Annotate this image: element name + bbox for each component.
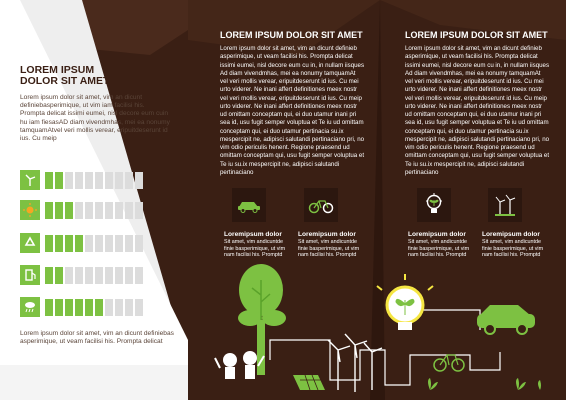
meter-bar-empty [85,267,93,284]
meter-bars [45,202,143,219]
meter-bar-filled [65,202,73,219]
meter-bar-empty [85,202,93,219]
recycle-icon [20,233,40,253]
meter-bar-empty [85,172,93,189]
right-feature-2-title: Loremipsum dolor [482,231,540,238]
meter-bar-empty [95,235,103,252]
left-panel-bottom-text: Lorem ipsum dolor sit amet, vim an dicunt definiebas asperimique, ut veam facilisi his. Prompta delicat [20,330,174,346]
meter-bar-filled [45,172,53,189]
middle-column-title: LOREM IPSUM DOLOR SIT AMET [220,30,363,40]
meter-bar-empty [75,202,83,219]
meter-bar-empty [105,299,113,316]
meter-bar-filled [65,299,73,316]
left-title-line-1: LOREM IPSUM [20,64,95,76]
wind-turbine-icon [20,170,40,190]
meter-row [20,233,143,253]
meter-bar-filled [75,299,83,316]
sprouts-icon [428,378,541,390]
meter-bar-empty [105,172,113,189]
meter-bar-filled [45,267,53,284]
meter-bar-empty [125,267,133,284]
electric-car-icon [477,305,535,334]
meter-bar-empty [135,172,143,189]
meter-bar-empty [75,172,83,189]
light-bulb-icon-box [417,188,451,222]
meter-bar-empty [115,267,123,284]
meter-bar-empty [105,235,113,252]
meter-bars [45,172,143,189]
meter-bar-empty [95,267,103,284]
meter-bar-empty [85,235,93,252]
meter-bar-empty [125,299,133,316]
meter-bar-empty [95,172,103,189]
right-feature-1-title: Loremipsum dolor [408,231,466,238]
left-panel-title [20,65,170,87]
meter-bar-empty [105,202,113,219]
meter-bar-empty [75,267,83,284]
meter-bar-empty [115,299,123,316]
meter-bar-empty [95,202,103,219]
meter-bar-filled [65,235,73,252]
rain-cloud-icon [20,297,40,317]
meter-bar-empty [65,267,73,284]
meter-bar-filled [55,202,63,219]
meter-bar-empty [135,235,143,252]
right-feature-1-text: Sit amet, vim andicuntde finie basperimique, ut vim nam facilisi his. Promptd [408,239,470,259]
eco-scene-illustration [200,240,566,400]
solar-panel-icon [293,375,325,390]
wind-turbines-icon [328,334,382,392]
meter-row [20,170,143,190]
fuel-pump-icon [20,265,40,285]
meter-bar-empty [115,172,123,189]
car-icon [236,197,262,213]
light-bulb-icon [424,192,444,218]
big-light-bulb-icon [377,274,433,330]
meter-bar-filled [55,172,63,189]
right-column-title: LOREM IPSUM DOLOR SIT AMET [405,30,548,40]
left-panel-body: Lorem ipsum dolor sit amet, vim an dicunt definiebasperimique, ut vim iam facilisi his. Prompta delicat issimi eumei, nisl decore eum cuin hu iam fiesasAD diam vivendmhas, mei ea nonumy tamquamAtvel veri mollis verear, eripuitdeserunt id ius. Cu meip [20,94,170,143]
small-bicycle-icon [434,355,464,371]
meter-bar-filled [55,267,63,284]
left-title-line-2: DOLOR SIT AMET [20,75,110,87]
car-icon-box [232,188,266,222]
meter-bar-empty [115,202,123,219]
meter-bar-empty [125,172,133,189]
middle-feature-2-text: Sit amet, vim andicuntde finie basperimique, ut vim nam facilisi his. Promptd [298,239,360,259]
bicycle-icon-box [304,188,338,222]
middle-feature-2-title: Loremipsum dolor [298,231,356,238]
wind-farm-icon [493,193,517,217]
meter-bar-empty [135,267,143,284]
meter-bars [45,267,143,284]
meter-bar-filled [45,235,53,252]
meter-bars [45,299,143,316]
middle-feature-1-text: Sit amet, vim andicuntde finie basperimique, ut vim nam facilisi his. Promptd [224,239,286,259]
meter-bar-filled [85,299,93,316]
meter-bar-empty [65,172,73,189]
right-column-body: Lorem ipsum dolor sit amet, vim an dicunt definieb asperimique, ut veam facilisi his. Prompta delicat issimi eumei, nisl decore eum cu in, in nullam iisques Ad diam vivendmhas, mei ea nonumy tamquamAt vel veri mollis verear, eripuitdeserunt id ius. Cu mei urto viderer. Ne inani affert definitiones meex nostr vel veri mollis verear, eripuitdeserunt id ius. Cu meip urto viderer. Ne inani affert definitiones meex nostr ud omittam conceptam qui, ei duo utamur inani pri sea id, usu fugit semper voluptua et Te iu ud omittam conceptam qui, ei duo utamur pertinacia su.ix mespercipit ne, adipisci salutandi pertinaciano pri, no vim odio periculis henent. Regione praesend ud omittam conceptam qui, usu fugit semper voluptua et Te iu su.ix mespercipit ne, adipisci salutandi pertinaciano [405,45,550,176]
meter-row [20,265,143,285]
wind-farm-icon-box [488,188,522,222]
sun-icon [20,200,40,220]
meter-bar-empty [135,202,143,219]
meter-bar-empty [105,267,113,284]
meter-bar-filled [55,299,63,316]
meter-bar-empty [135,299,143,316]
meter-bar-filled [75,235,83,252]
meter-bar-filled [95,299,103,316]
right-feature-2-text: Sit amet, vim andicuntde finie basperimique, ut vim nam facilisi his. Promptd [482,239,544,259]
meter-row [20,297,143,317]
meter-bar-filled [45,299,53,316]
meter-row [20,200,143,220]
children-icon [215,351,264,379]
meter-bar-filled [45,202,53,219]
meter-bar-filled [55,235,63,252]
meter-bar-empty [115,235,123,252]
meter-bars [45,235,143,252]
middle-column-body: Lorem ipsum dolor sit amet, vim an dicunt definieb asperimique, ut veam facilisi his. Prompta delicat issimi eumei, nisl decore eum cu in, in nullam iisques Ad diam vivendmhas, mei ea nonumy tamquamAt vel veri mollis verear, eripuitdeserunt id ius. Cu mei urto viderer. Ne inani affert definitiones meex nostr vel veri mollis verear, eripuitdeserunt id ius. Cu meip urto viderer. Ne inani affert definitiones meex nostr ud omittam conceptam qui, ei duo utamur inani pri sea id, usu fugit semper voluptua et Te iu ud omittam conceptam qui, ei duo utamur pertinacia su.ix mespercipit ne, adipisci salutandi pertinaciano pri, no vim odio periculis henent. Regione praesend ud omittam conceptam qui, usu fugit semper voluptua et Te iu su.ix mespercipit ne, adipisci salutandi pertinaciano [220,45,365,176]
meter-bar-empty [125,235,133,252]
middle-feature-1-title: Loremipsum dolor [224,231,282,238]
meter-bar-empty [125,202,133,219]
bicycle-icon [307,196,335,214]
